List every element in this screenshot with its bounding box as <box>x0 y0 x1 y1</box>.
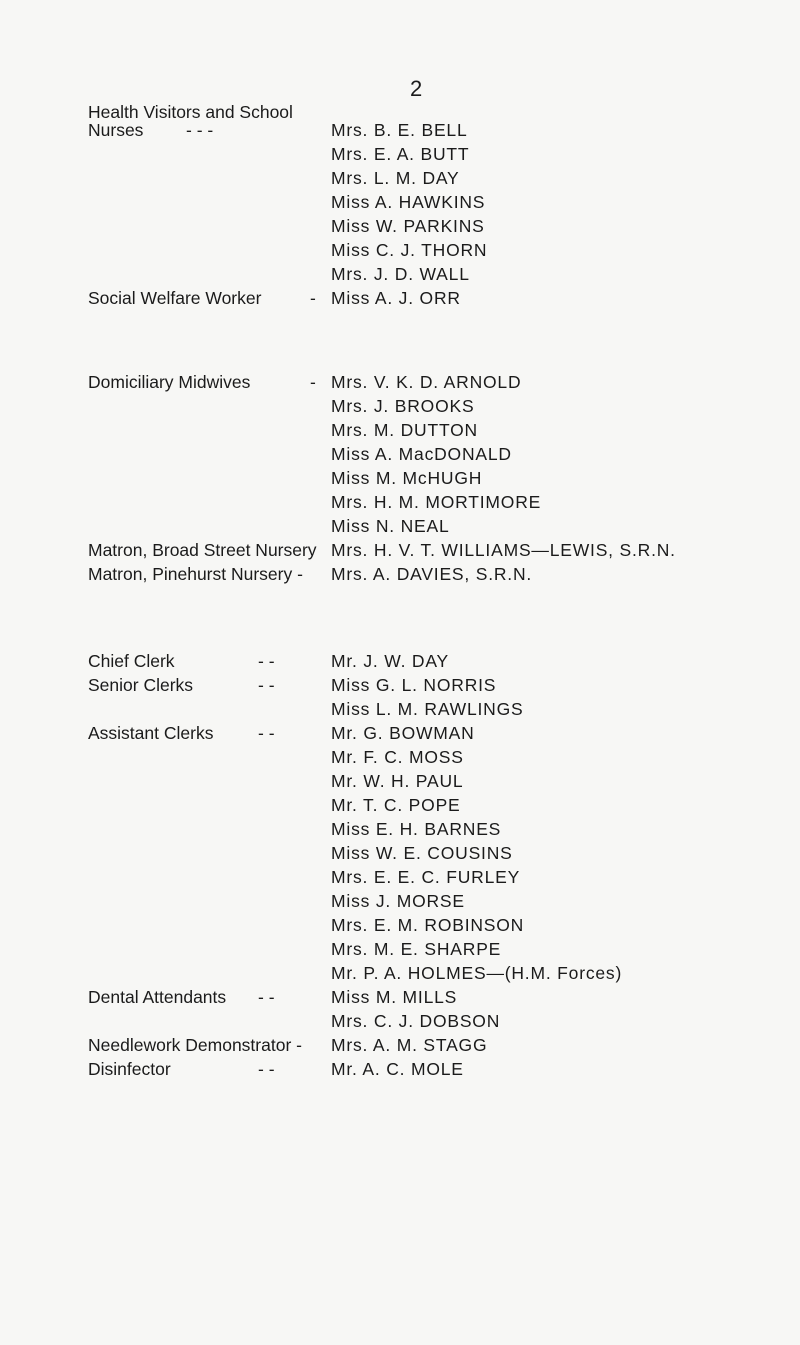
senior-clerks-dashes: - - <box>258 675 275 695</box>
nurse-name: Mrs. E. A. BUTT <box>331 144 470 164</box>
assistant-clerk-name: Mr. W. H. PAUL <box>331 771 464 791</box>
assistant-clerk-name: Mrs. M. E. SHARPE <box>331 939 502 959</box>
assistant-clerk-name: Mr. P. A. HOLMES—(H.M. Forces) <box>331 963 623 983</box>
assistant-clerk-name: Mrs. E. M. ROBINSON <box>331 915 525 935</box>
senior-clerk-row <box>88 697 800 721</box>
midwife-row <box>88 466 800 490</box>
assistant-clerk-row <box>88 769 800 793</box>
nurse-row <box>88 142 800 166</box>
chief-clerk-name: Mr. J. W. DAY <box>331 651 449 671</box>
pinehurst-row <box>88 562 800 586</box>
dental-row <box>88 985 800 1009</box>
midwives-dash: - <box>310 372 316 392</box>
assistant-clerks-dashes: - - <box>258 723 275 743</box>
midwife-row <box>88 490 800 514</box>
nurse-name: Mrs. L. M. DAY <box>331 168 460 188</box>
social-welfare-dash: - <box>310 288 316 308</box>
broad-street-name: Mrs. H. V. T. WILLIAMS—LEWIS, S.R.N. <box>331 540 676 560</box>
social-welfare-label: Social Welfare Worker <box>88 288 262 308</box>
needlework-label: Needlework Demonstrator - <box>88 1035 302 1055</box>
nurse-name: Mrs. B. E. BELL <box>331 120 468 140</box>
assistant-clerk-row <box>88 865 800 889</box>
midwife-row <box>88 442 800 466</box>
assistant-clerk-name: Mr. F. C. MOSS <box>331 747 464 767</box>
broad-street-row <box>88 538 800 562</box>
disinfector-label: Disinfector <box>88 1059 171 1079</box>
page-number: 2 <box>410 76 423 101</box>
pinehurst-name: Mrs. A. DAVIES, S.R.N. <box>331 564 533 584</box>
midwife-name: Mrs. H. M. MORTIMORE <box>331 492 542 512</box>
assistant-clerks-label: Assistant Clerks <box>88 723 214 743</box>
dental-row <box>88 1009 800 1033</box>
assistant-clerk-row <box>88 817 800 841</box>
chief-clerk-label: Chief Clerk <box>88 651 175 671</box>
assistant-clerk-name: Miss E. H. BARNES <box>331 819 502 839</box>
assistant-clerk-row <box>88 793 800 817</box>
nurses-row <box>88 102 800 142</box>
senior-clerks-row <box>88 673 800 697</box>
dental-label: Dental Attendants <box>88 987 227 1007</box>
midwives-label: Domiciliary Midwives <box>88 372 251 392</box>
nurses-dashes: - - - <box>186 120 214 140</box>
midwives-section <box>88 370 800 586</box>
nurse-name: Mrs. J. D. WALL <box>331 264 470 284</box>
assistant-clerk-row <box>88 913 800 937</box>
nurse-row <box>88 166 800 190</box>
senior-clerks-label: Senior Clerks <box>88 675 194 695</box>
nurse-row <box>88 262 800 286</box>
social-welfare-name: Miss A. J. ORR <box>331 288 461 308</box>
assistant-clerk-name: Miss W. E. COUSINS <box>331 843 513 863</box>
assistant-clerk-name: Mr. T. C. POPE <box>331 795 461 815</box>
midwife-name: Mrs. V. K. D. ARNOLD <box>331 372 522 392</box>
disinfector-name: Mr. A. C. MOLE <box>331 1059 464 1079</box>
assistant-clerk-row <box>88 937 800 961</box>
assistant-clerk-row <box>88 841 800 865</box>
assistant-clerk-name: Mr. G. BOWMAN <box>331 723 475 743</box>
dental-dashes: - - <box>258 987 275 1007</box>
nurses-label: Nurses <box>88 120 144 140</box>
nurse-name: Miss W. PARKINS <box>331 216 485 236</box>
needlework-row <box>88 1033 800 1057</box>
needlework-name: Mrs. A. M. STAGG <box>331 1035 488 1055</box>
midwife-name: Mrs. M. DUTTON <box>331 420 478 440</box>
pinehurst-label: Matron, Pinehurst Nursery - <box>88 564 303 584</box>
assistant-clerks-row <box>88 721 800 745</box>
assistant-clerk-row <box>88 745 800 769</box>
chief-clerk-row <box>88 649 800 673</box>
clerks-section <box>88 649 800 1081</box>
assistant-clerk-row <box>88 961 800 985</box>
assistant-clerk-row <box>88 889 800 913</box>
broad-street-label: Matron, Broad Street Nursery <box>88 540 317 560</box>
midwife-name: Miss M. McHUGH <box>331 468 483 488</box>
health-visitors-section <box>88 102 800 310</box>
midwife-name: Miss A. MacDONALD <box>331 444 512 464</box>
midwife-row <box>88 514 800 538</box>
nurse-row <box>88 238 800 262</box>
chief-clerk-dashes: - - <box>258 651 275 671</box>
social-welfare-row <box>88 286 800 310</box>
midwife-name: Miss N. NEAL <box>331 516 450 536</box>
disinfector-dashes: - - <box>258 1059 275 1079</box>
midwife-row <box>88 418 800 442</box>
nurse-name: Miss C. J. THORN <box>331 240 488 260</box>
senior-clerk-name: Miss G. L. NORRIS <box>331 675 497 695</box>
nurse-row <box>88 190 800 214</box>
nurse-row <box>88 214 800 238</box>
midwife-row <box>88 394 800 418</box>
senior-clerk-name: Miss L. M. RAWLINGS <box>331 699 524 719</box>
dental-name: Miss M. MILLS <box>331 987 458 1007</box>
health-visitors-heading: Health Visitors and School <box>88 102 293 122</box>
midwife-name: Mrs. J. BROOKS <box>331 396 475 416</box>
nurse-name: Miss A. HAWKINS <box>331 192 486 212</box>
disinfector-row <box>88 1057 800 1081</box>
assistant-clerk-name: Miss J. MORSE <box>331 891 465 911</box>
dental-name: Mrs. C. J. DOBSON <box>331 1011 501 1031</box>
assistant-clerk-name: Mrs. E. E. C. FURLEY <box>331 867 521 887</box>
midwives-row <box>88 370 800 394</box>
